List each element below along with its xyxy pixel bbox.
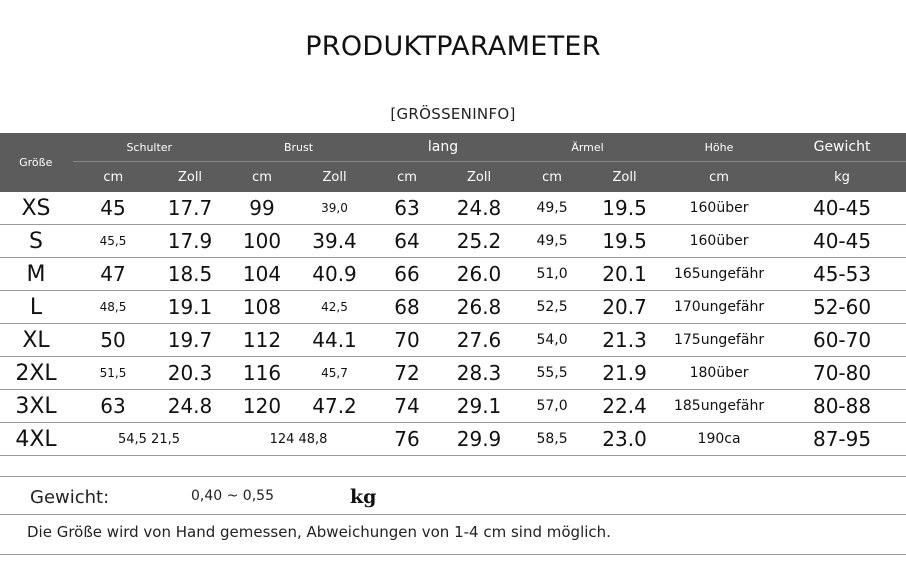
hoehe-cell: 170ungefähr bbox=[660, 291, 778, 324]
schulter-zoll-cell: 20.3 bbox=[154, 357, 226, 390]
aermel-cm-cell: 52,5 bbox=[515, 291, 589, 324]
table-row bbox=[0, 291, 906, 324]
aermel-zoll-cell: 19.5 bbox=[589, 192, 660, 225]
aermel-cm-cell: 57,0 bbox=[515, 390, 589, 423]
aermel-zoll-cell: 20.7 bbox=[589, 291, 660, 324]
lang-cm-cell: 76 bbox=[371, 423, 443, 456]
unit-header: cm bbox=[226, 162, 298, 193]
hoehe-cell: 185ungefähr bbox=[660, 390, 778, 423]
lang-cm-cell: 66 bbox=[371, 258, 443, 291]
brust-zoll-cell: 44.1 bbox=[298, 324, 371, 357]
aermel-cm-cell: 51,0 bbox=[515, 258, 589, 291]
section-subtitle: [GRÖSSENINFO] bbox=[390, 105, 516, 123]
aermel-zoll-cell: 21.9 bbox=[589, 357, 660, 390]
gewicht-cell: 40-45 bbox=[778, 225, 906, 258]
brust-cm-cell: 116 bbox=[226, 357, 298, 390]
gewicht-cell: 52-60 bbox=[778, 291, 906, 324]
lang-cm-cell: 68 bbox=[371, 291, 443, 324]
divider bbox=[0, 514, 906, 515]
schulter-cm-cell: 50 bbox=[72, 324, 154, 357]
lang-zoll-cell: 24.8 bbox=[443, 192, 515, 225]
unit-header: Zoll bbox=[589, 162, 660, 193]
aermel-cm-cell: 49,5 bbox=[515, 192, 589, 225]
divider bbox=[0, 554, 906, 555]
aermel-cm-cell: 54,0 bbox=[515, 324, 589, 357]
unit-header: Zoll bbox=[298, 162, 371, 193]
schulter-zoll-cell: 17.9 bbox=[154, 225, 226, 258]
size-cell: XS bbox=[0, 192, 72, 225]
size-cell: 2XL bbox=[0, 357, 72, 390]
header-hoehe: Höhe bbox=[660, 133, 778, 162]
aermel-zoll-cell: 19.5 bbox=[589, 225, 660, 258]
lang-cm-cell: 63 bbox=[371, 192, 443, 225]
unit-header: cm bbox=[371, 162, 443, 193]
hoehe-cell: 160über bbox=[660, 192, 778, 225]
lang-zoll-cell: 26.0 bbox=[443, 258, 515, 291]
brust-zoll-cell: 39,0 bbox=[298, 192, 371, 225]
hoehe-cell: 175ungefähr bbox=[660, 324, 778, 357]
table-row bbox=[0, 357, 906, 390]
brust-zoll-cell: 45,7 bbox=[298, 357, 371, 390]
aermel-cm-cell: 58,5 bbox=[515, 423, 589, 456]
table-row bbox=[0, 192, 906, 225]
header-brust: Brust bbox=[226, 133, 371, 162]
hoehe-cell: 160über bbox=[660, 225, 778, 258]
unit-header: cm bbox=[660, 162, 778, 193]
unit-header: kg bbox=[778, 162, 906, 193]
aermel-cm-cell: 49,5 bbox=[515, 225, 589, 258]
brust-zoll-cell: 42,5 bbox=[298, 291, 371, 324]
lang-cm-cell: 72 bbox=[371, 357, 443, 390]
brust-zoll-cell: 39.4 bbox=[298, 225, 371, 258]
schulter-zoll-cell: 17.7 bbox=[154, 192, 226, 225]
hoehe-cell: 190ca bbox=[660, 423, 778, 456]
lang-cm-cell: 64 bbox=[371, 225, 443, 258]
brust-zoll-cell: 47.2 bbox=[298, 390, 371, 423]
lang-zoll-cell: 29.1 bbox=[443, 390, 515, 423]
brust-zoll-cell: 40.9 bbox=[298, 258, 371, 291]
gewicht-cell: 45-53 bbox=[778, 258, 906, 291]
brust-cm-cell: 100 bbox=[226, 225, 298, 258]
aermel-zoll-cell: 23.0 bbox=[589, 423, 660, 456]
schulter-cm-cell: 45 bbox=[72, 192, 154, 225]
lang-zoll-cell: 25.2 bbox=[443, 225, 515, 258]
lang-zoll-cell: 29.9 bbox=[443, 423, 515, 456]
schulter-zoll-cell: 18.5 bbox=[154, 258, 226, 291]
table-row bbox=[0, 324, 906, 357]
size-cell: S bbox=[0, 225, 72, 258]
gewicht-cell: 70-80 bbox=[778, 357, 906, 390]
aermel-zoll-cell: 20.1 bbox=[589, 258, 660, 291]
brust-cm-cell: 104 bbox=[226, 258, 298, 291]
size-cell: M bbox=[0, 258, 72, 291]
unit-header: Zoll bbox=[154, 162, 226, 193]
size-header: Größe bbox=[0, 133, 72, 192]
table-row bbox=[0, 390, 906, 423]
unit-header: cm bbox=[72, 162, 154, 193]
unit-header: cm bbox=[515, 162, 589, 193]
header-schulter: Schulter bbox=[72, 133, 226, 162]
schulter-cm-cell: 51,5 bbox=[72, 357, 154, 390]
page-title: PRODUKTPARAMETER bbox=[305, 31, 601, 62]
size-cell: L bbox=[0, 291, 72, 324]
brust-cm-cell: 120 bbox=[226, 390, 298, 423]
lang-zoll-cell: 27.6 bbox=[443, 324, 515, 357]
schulter-cm-cell: 45,5 bbox=[72, 225, 154, 258]
lang-zoll-cell: 26.8 bbox=[443, 291, 515, 324]
gewicht-cell: 40-45 bbox=[778, 192, 906, 225]
gewicht-cell: 60-70 bbox=[778, 324, 906, 357]
schulter-zoll-cell: 19.7 bbox=[154, 324, 226, 357]
brust-cm-cell: 112 bbox=[226, 324, 298, 357]
gewicht-cell: 87-95 bbox=[778, 423, 906, 456]
schulter-cm-cell: 48,5 bbox=[72, 291, 154, 324]
weight-value: 0,40 ~ 0,55 bbox=[191, 488, 274, 504]
divider bbox=[0, 476, 906, 477]
lang-zoll-cell: 28.3 bbox=[443, 357, 515, 390]
measurement-note: Die Größe wird von Hand gemessen, Abweichungen von 1-4 cm sind möglich. bbox=[27, 523, 611, 541]
aermel-cm-cell: 55,5 bbox=[515, 357, 589, 390]
gewicht-cell: 80-88 bbox=[778, 390, 906, 423]
unit-header: Zoll bbox=[443, 162, 515, 193]
table-row bbox=[0, 225, 906, 258]
header-row-groups bbox=[0, 133, 906, 162]
aermel-zoll-cell: 22.4 bbox=[589, 390, 660, 423]
size-cell: XL bbox=[0, 324, 72, 357]
table-row bbox=[0, 423, 906, 456]
header-row-units bbox=[0, 162, 906, 193]
brust-cm-cell: 99 bbox=[226, 192, 298, 225]
schulter-cm-cell: 47 bbox=[72, 258, 154, 291]
lang-cm-cell: 70 bbox=[371, 324, 443, 357]
schulter-zoll-cell: 19.1 bbox=[154, 291, 226, 324]
weight-unit: kg bbox=[350, 486, 377, 508]
hoehe-cell: 165ungefähr bbox=[660, 258, 778, 291]
schulter-zoll-cell: 24.8 bbox=[154, 390, 226, 423]
brust-cm-cell: 108 bbox=[226, 291, 298, 324]
hoehe-cell: 180über bbox=[660, 357, 778, 390]
brust-merged-cell: 124 48,8 bbox=[226, 423, 371, 456]
header-aermel: Ärmel bbox=[515, 133, 660, 162]
aermel-zoll-cell: 21.3 bbox=[589, 324, 660, 357]
size-table bbox=[0, 133, 906, 456]
table-row bbox=[0, 258, 906, 291]
header-lang: lang bbox=[371, 133, 515, 162]
schulter-cm-cell: 63 bbox=[72, 390, 154, 423]
weight-label: Gewicht: bbox=[30, 487, 110, 508]
header-gewicht: Gewicht bbox=[778, 133, 906, 162]
schulter-merged-cell: 54,5 21,5 bbox=[72, 423, 226, 456]
size-cell: 4XL bbox=[0, 423, 72, 456]
lang-cm-cell: 74 bbox=[371, 390, 443, 423]
size-cell: 3XL bbox=[0, 390, 72, 423]
